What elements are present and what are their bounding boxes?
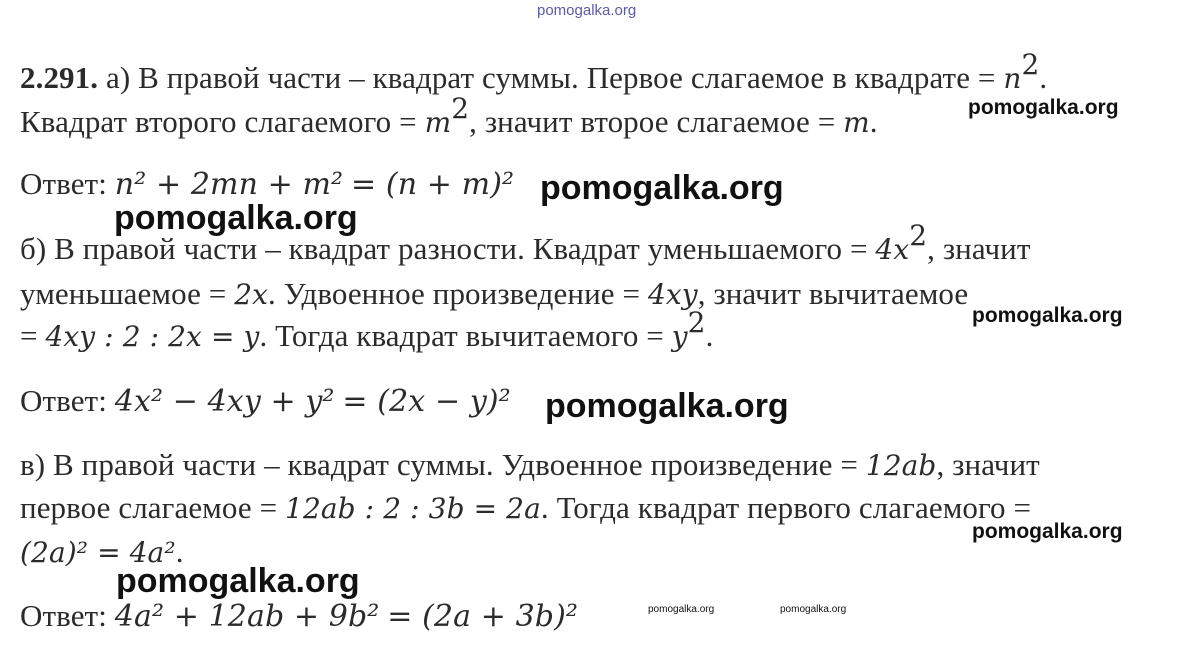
part-a-text-2: Квадрат второго слагаемого = bbox=[20, 104, 425, 139]
part-b-math-4xy: 4xy bbox=[647, 278, 698, 311]
part-c-text-2: , значит bbox=[936, 447, 1040, 482]
part-c-text-3: первое слагаемое = bbox=[20, 490, 286, 525]
part-a-text-3: , значит второе слагаемое = bbox=[469, 104, 844, 139]
part-c-line-2 bbox=[20, 490, 1031, 527]
watermark-c2: pomogalka.org bbox=[116, 562, 360, 600]
part-c-answer-lhs: 4a² + 12ab + 9b² bbox=[114, 599, 380, 634]
watermark-a3: pomogalka.org bbox=[114, 199, 358, 237]
watermark-c4: pomogalka.org bbox=[780, 604, 847, 615]
part-a-line-1: 2.291. а) В правой части – квадрат суммы. Первое слагаемое в квадрате = $n^2$. bbox=[20, 47, 1048, 95]
part-b-math-calc: 4xy : 2 : 2x = y bbox=[45, 320, 260, 353]
part-a-answer-lhs: n² + 2mn + m² bbox=[114, 167, 344, 202]
part-b-answer bbox=[20, 383, 511, 420]
part-b-text-2: , значит bbox=[927, 231, 1031, 266]
part-c-math-12ab: 12ab bbox=[865, 449, 937, 482]
part-a-text-1: В правой части – квадрат суммы. Первое слагаемое в квадрате = bbox=[138, 60, 1004, 95]
part-c-answer-rhs: = (2a + 3b)² bbox=[387, 599, 579, 634]
part-a-math-n: n bbox=[1003, 62, 1022, 95]
part-b-answer-lhs: 4x² − 4xy + y² bbox=[114, 384, 335, 419]
part-b-text-6: = bbox=[20, 318, 46, 353]
part-a-period-2: . bbox=[869, 104, 878, 139]
part-c-period: . bbox=[175, 534, 184, 569]
part-b-math-y: y bbox=[671, 320, 688, 353]
watermark-b2: pomogalka.org bbox=[545, 387, 789, 425]
watermark-top: pomogalka.org bbox=[537, 2, 637, 19]
part-a-period-1: . bbox=[1039, 60, 1048, 95]
part-b-answer-label: Ответ: bbox=[20, 383, 107, 418]
part-a-label: а) bbox=[105, 60, 131, 95]
part-a-line-2: Квадрат второго слагаемого = $m^2$, значит второе слагаемое = m. bbox=[20, 91, 878, 139]
part-b-text-7: . Тогда квадрат вычитаемого = bbox=[259, 318, 672, 353]
part-b-math-4x: 4x bbox=[875, 233, 910, 266]
part-b-line-1: б) В правой части – квадрат разности. Квадрат уменьшаемого = $4x^2$, значит bbox=[20, 218, 1031, 266]
part-c-label: в) bbox=[20, 447, 46, 482]
part-a-math-m2: m bbox=[843, 106, 870, 139]
part-b-period: . bbox=[705, 318, 714, 353]
part-c-answer-label: Ответ: bbox=[20, 598, 107, 633]
part-a-answer-rhs: = (n + m)² bbox=[351, 167, 515, 202]
part-b-math-2x: 2x bbox=[234, 278, 269, 311]
part-c-line-1 bbox=[20, 447, 1040, 484]
watermark-a1: pomogalka.org bbox=[968, 96, 1119, 119]
watermark-b1: pomogalka.org bbox=[972, 304, 1123, 327]
part-b-text-5: , значит вычитаемое bbox=[697, 276, 969, 311]
part-b-label: б) bbox=[20, 231, 47, 266]
part-c-answer bbox=[20, 598, 578, 635]
part-c-math-square: (2a)² = 4a² bbox=[20, 536, 176, 569]
part-c-text-4: . Тогда квадрат первого слагаемого = bbox=[540, 490, 1032, 525]
part-b-text-4: . Удвоенное произведение = bbox=[268, 276, 648, 311]
part-b-text-1: В правой части – квадрат разности. Квадрат уменьшаемого = bbox=[54, 231, 876, 266]
part-c-text-1: В правой части – квадрат суммы. Удвоенное произведение = bbox=[53, 447, 866, 482]
part-c-math-calc: 12ab : 2 : 3b = 2a bbox=[285, 492, 541, 525]
part-c-line-3 bbox=[20, 534, 184, 571]
part-b-answer-rhs: = (2x − y)² bbox=[342, 384, 511, 419]
part-a-answer-label: Ответ: bbox=[20, 166, 107, 201]
part-a-math-m: m bbox=[424, 106, 452, 139]
part-b-line-2 bbox=[20, 276, 968, 313]
part-b-text-3: уменьшаемое = bbox=[20, 276, 235, 311]
watermark-c1: pomogalka.org bbox=[972, 520, 1123, 543]
part-a-answer bbox=[20, 166, 514, 203]
part-b-line-3: = 4xy : 2 : 2x = y. Тогда квадрат вычитаемого = $y^2$. bbox=[20, 305, 714, 353]
watermark-c3: pomogalka.org bbox=[648, 604, 715, 615]
problem-number: 2.291. bbox=[20, 60, 99, 95]
watermark-a2: pomogalka.org bbox=[540, 169, 784, 207]
